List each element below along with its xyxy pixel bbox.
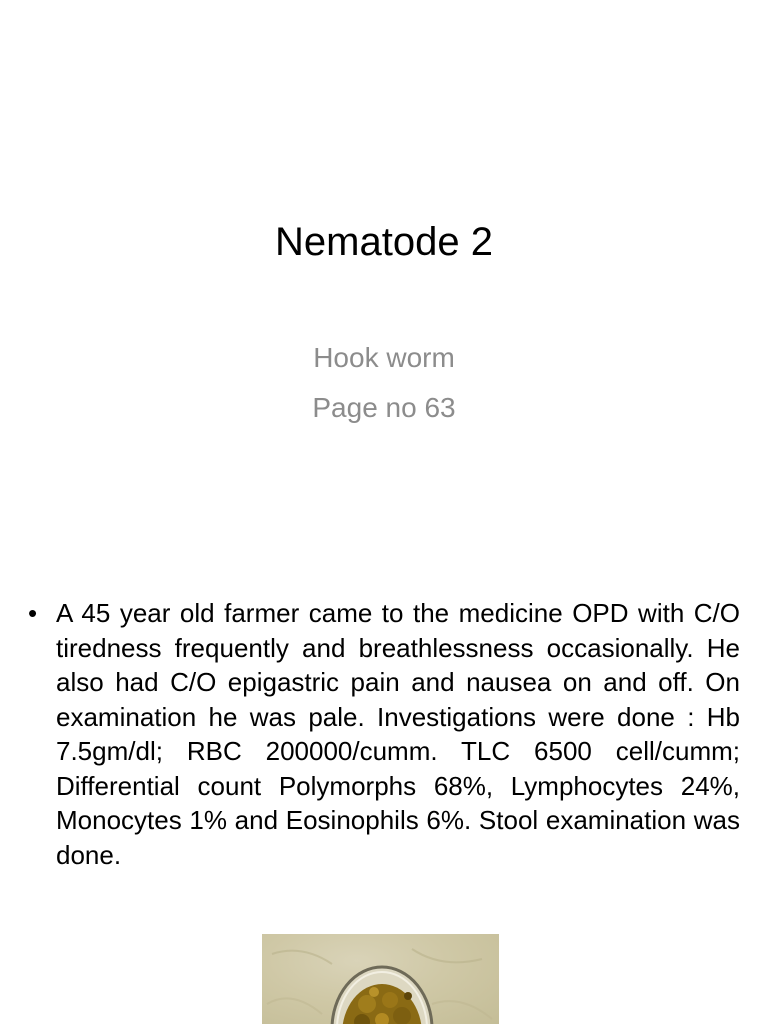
case-text: A 45 year old farmer came to the medicine OPD with C/O tiredness frequently and breathlessness occasionally. He also had C/O epigastric pain and nausea on and off. On examination he was pale. Investigations were done : Hb 7.5gm/dl; RBC 200000/cumm. TLC 6500 cell/cumm; Differential count Polymorphs 68%, Lymphocytes 24%, Monocytes 1% and Eosinophils 6%. Stool examination was done. xyxy=(56,598,740,870)
microscope-image-graphic xyxy=(262,934,499,1024)
subtitle-line-topic: Hook worm xyxy=(313,342,455,373)
subtitle-line-page: Page no 63 xyxy=(312,392,456,423)
case-description xyxy=(28,596,740,872)
hookworm-egg-image xyxy=(262,934,499,1024)
bullet-marker: • xyxy=(28,598,38,628)
slide-subtitle xyxy=(0,333,768,433)
slide-title: Nematode 2 xyxy=(275,220,493,264)
